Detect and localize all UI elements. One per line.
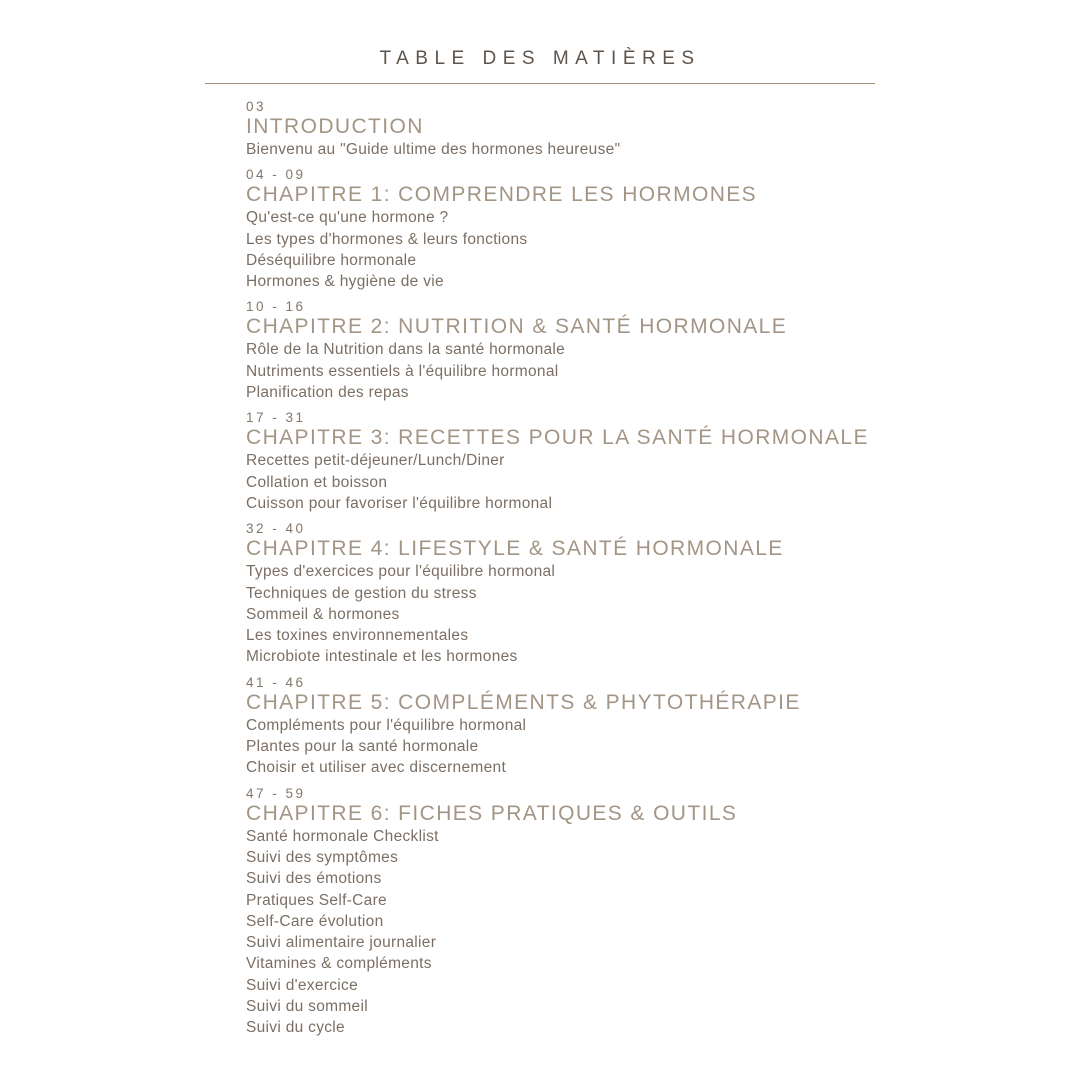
toc-item: Hormones & hygiène de vie [246, 273, 444, 291]
toc-item: Sommeil & hormones [246, 605, 400, 623]
toc-item: Suivi du sommeil [246, 998, 368, 1016]
toc-item: Compléments pour l'équilibre hormonal [246, 716, 527, 734]
toc-item: Qu'est-ce qu'une hormone ? [246, 209, 449, 227]
toc-item: Plantes pour la santé hormonale [246, 738, 479, 756]
toc-header [0, 0, 1080, 84]
page-title: TABLE DES MATIÈRES [379, 48, 701, 69]
toc-section [246, 409, 1080, 514]
toc-item: Cuisson pour favoriser l'équilibre hormonal [246, 494, 553, 512]
page-range: 10 - 16 [246, 299, 306, 315]
toc-item: Techniques de gestion du stress [246, 584, 477, 602]
toc-item: Choisir et utiliser avec discernement [246, 759, 507, 777]
chapter-title: CHAPITRE 5: COMPLÉMENTS & PHYTOTHÉRAPIE [246, 690, 801, 714]
toc-item: Pratiques Self-Care [246, 891, 387, 909]
page-range: 03 [246, 99, 267, 114]
toc-list [0, 84, 1080, 1039]
toc-section [246, 98, 1080, 160]
toc-item: Collation et boisson [246, 473, 388, 491]
toc-item: Suivi du cycle [246, 1019, 345, 1037]
page-range: 47 - 59 [246, 785, 306, 801]
chapter-title: CHAPITRE 4: LIFESTYLE & SANTÉ HORMONALE [246, 537, 784, 561]
page-range: 32 - 40 [246, 521, 306, 537]
toc-item: Nutriments essentiels à l'équilibre hormonal [246, 362, 559, 380]
toc-item: Déséquilibre hormonale [246, 251, 417, 269]
toc-item: Rôle de la Nutrition dans la santé hormonale [246, 341, 566, 359]
toc-item: Suivi d'exercice [246, 976, 358, 994]
toc-item: Santé hormonale Checklist [246, 827, 439, 845]
toc-item: Les types d'hormones & leurs fonctions [246, 230, 528, 248]
toc-item: Suivi des symptômes [246, 848, 399, 866]
chapter-title: CHAPITRE 1: COMPRENDRE LES HORMONES [246, 183, 758, 207]
toc-section [246, 298, 1080, 403]
toc-item: Self-Care évolution [246, 912, 384, 930]
page-range: 41 - 46 [246, 674, 306, 690]
chapter-title: CHAPITRE 6: FICHES PRATIQUES & OUTILS [246, 801, 738, 825]
chapter-title: CHAPITRE 2: NUTRITION & SANTÉ HORMONALE [246, 315, 788, 339]
chapter-title: CHAPITRE 3: RECETTES POUR LA SANTÉ HORMONALE [246, 426, 869, 450]
toc-section [246, 520, 1080, 667]
toc-item: Vitamines & compléments [246, 955, 432, 973]
toc-item: Recettes petit-déjeuner/Lunch/Diner [246, 452, 505, 470]
toc-item: Suivi des émotions [246, 870, 382, 888]
toc-item: Suivi alimentaire journalier [246, 934, 437, 952]
chapter-title: INTRODUCTION [246, 115, 424, 138]
toc-item: Les toxines environnementales [246, 627, 469, 645]
toc-item: Microbiote intestinale et les hormones [246, 648, 518, 666]
toc-item: Types d'exercices pour l'équilibre hormonal [246, 563, 556, 581]
page-range: 17 - 31 [246, 410, 306, 426]
page-range: 04 - 09 [246, 167, 306, 183]
toc-section [246, 674, 1080, 779]
toc-section [246, 785, 1080, 1039]
toc-item: Planification des repas [246, 384, 409, 402]
toc-item: Bienvenu au "Guide ultime des hormones heureuse" [246, 141, 621, 158]
toc-section [246, 166, 1080, 292]
